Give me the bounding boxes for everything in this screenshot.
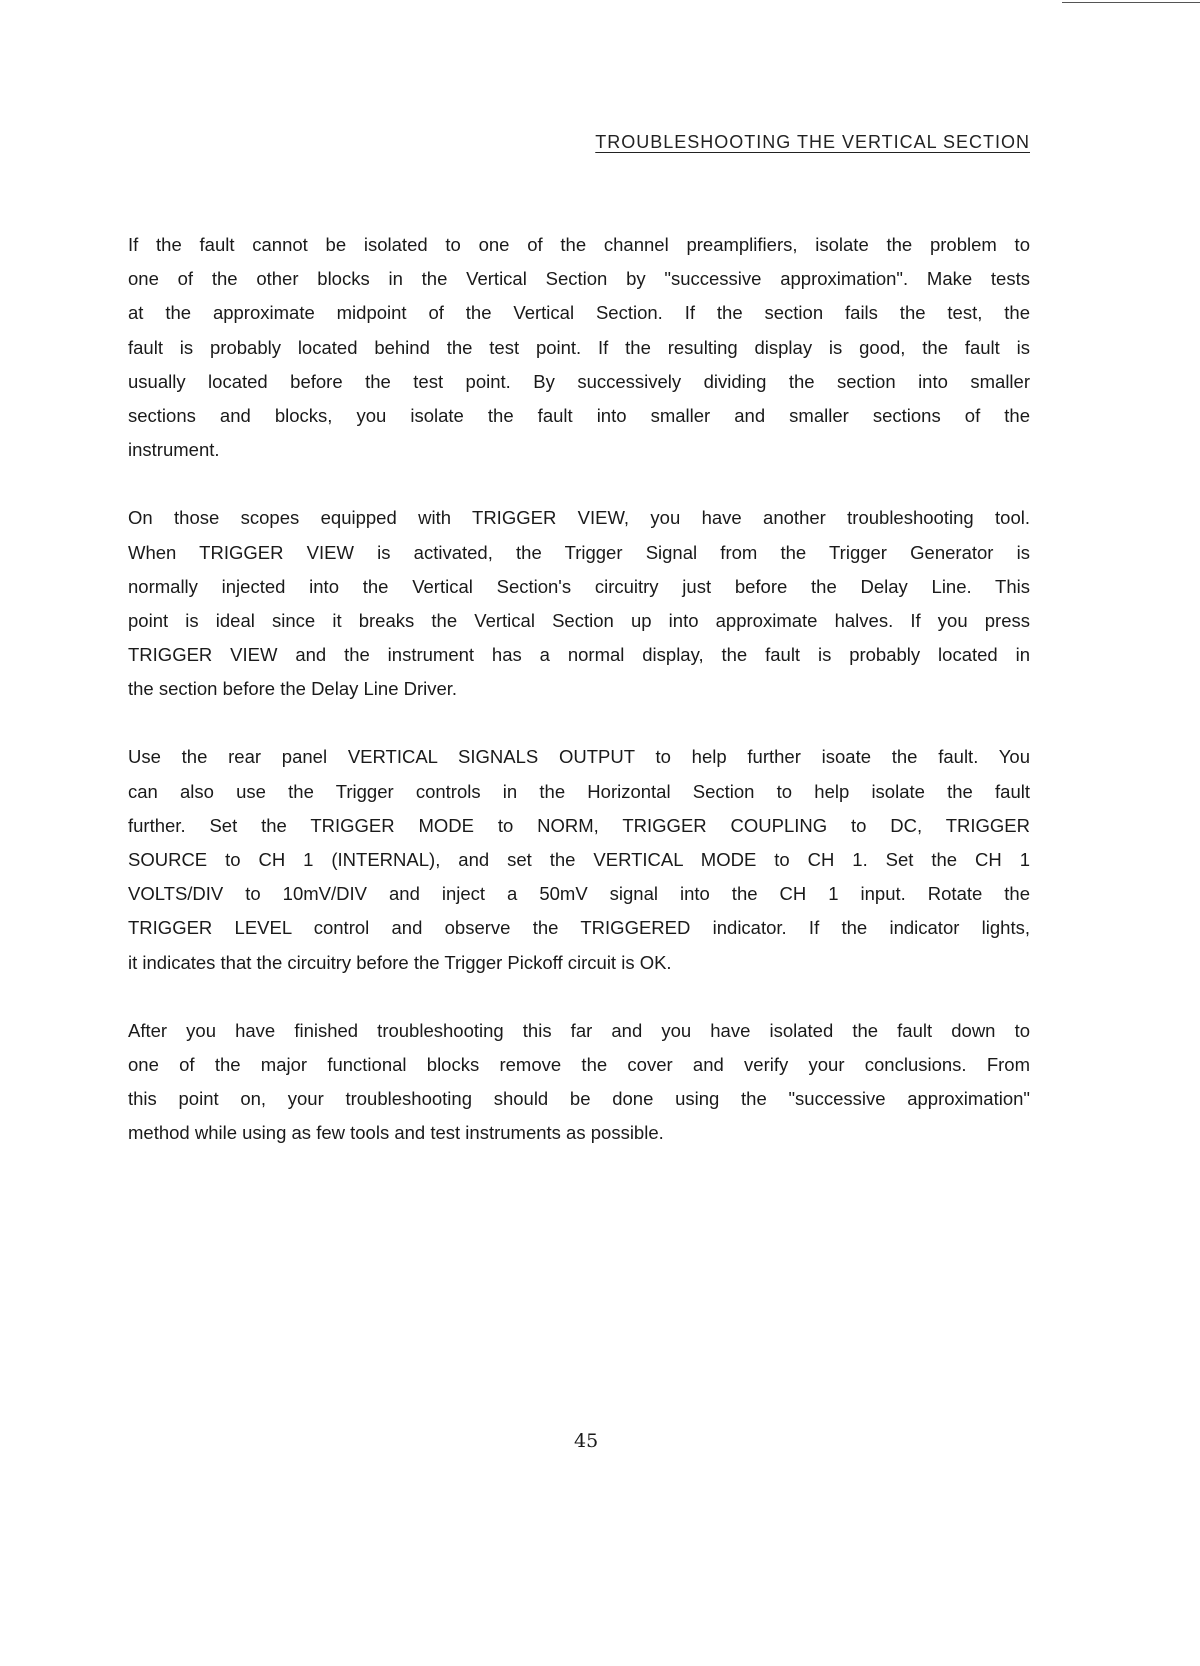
text-line: SOURCE to CH 1 (INTERNAL), and set the VERTICAL MODE to CH 1. Set the CH 1 — [128, 849, 1030, 870]
text-line: one of the other blocks in the Vertical Section by "successive approximation". Make tests — [128, 268, 1030, 290]
paragraph — [128, 740, 1030, 979]
text-line: After you have finished troubleshooting this far and you have isolated the fault down to — [128, 1019, 1030, 1041]
text-line: the section before the Delay Line Driver. — [128, 678, 458, 700]
text-line: VOLTS/DIV to 10mV/DIV and inject a 50mV signal into the CH 1 input. Rotate the — [128, 883, 1030, 905]
text-line: it indicates that the circuitry before the Trigger Pickoff circuit is OK. — [128, 951, 672, 973]
text-line: If the fault cannot be isolated to one of the channel preamplifiers, isolate the problem to — [128, 234, 1030, 255]
section-header: TROUBLESHOOTING THE VERTICAL SECTION — [595, 132, 1030, 152]
page-number: 45 — [574, 1430, 599, 1452]
top-edge-rule — [1062, 2, 1200, 3]
text-line: TRIGGER VIEW and the instrument has a normal display, the fault is probably located in — [128, 644, 1030, 666]
text-line: TRIGGER LEVEL control and observe the TRIGGERED indicator. If the indicator lights, — [128, 917, 1030, 939]
text-line: When TRIGGER VIEW is activated, the Trigger Signal from the Trigger Generator is — [128, 541, 1030, 563]
text-line: sections and blocks, you isolate the fault into smaller and smaller sections of the — [128, 404, 1030, 426]
paragraph — [128, 501, 1030, 706]
text-line: instrument. — [128, 439, 220, 461]
body-text — [128, 228, 1030, 1185]
text-line: Use the rear panel VERTICAL SIGNALS OUTPUT to help further isoate the fault. You — [128, 746, 1030, 768]
paragraph — [128, 1014, 1030, 1151]
text-line: method while using as few tools and test instruments as possible. — [128, 1122, 664, 1144]
paragraph — [128, 228, 1030, 467]
text-line: this point on, your troubleshooting should be done using the "successive approximation" — [128, 1088, 1030, 1110]
text-line: On those scopes equipped with TRIGGER VIEW, you have another troubleshooting tool. — [128, 507, 1030, 529]
text-line: at the approximate midpoint of the Vertical Section. If the section fails the test, the — [128, 302, 1030, 324]
text-line: fault is probably located behind the test point. If the resulting display is good, the fault is — [128, 336, 1030, 358]
text-line: further. Set the TRIGGER MODE to NORM, TRIGGER COUPLING to DC, TRIGGER — [128, 814, 1030, 836]
text-line: normally injected into the Vertical Section's circuitry just before the Delay Line. This — [128, 575, 1030, 597]
text-line: one of the major functional blocks remove the cover and verify your conclusions. From — [128, 1053, 1030, 1075]
text-line: usually located before the test point. By successively dividing the section into smaller — [128, 370, 1030, 392]
text-line: point is ideal since it breaks the Vertical Section up into approximate halves. If you press — [128, 609, 1030, 631]
text-line: can also use the Trigger controls in the Horizontal Section to help isolate the fault — [128, 780, 1030, 802]
